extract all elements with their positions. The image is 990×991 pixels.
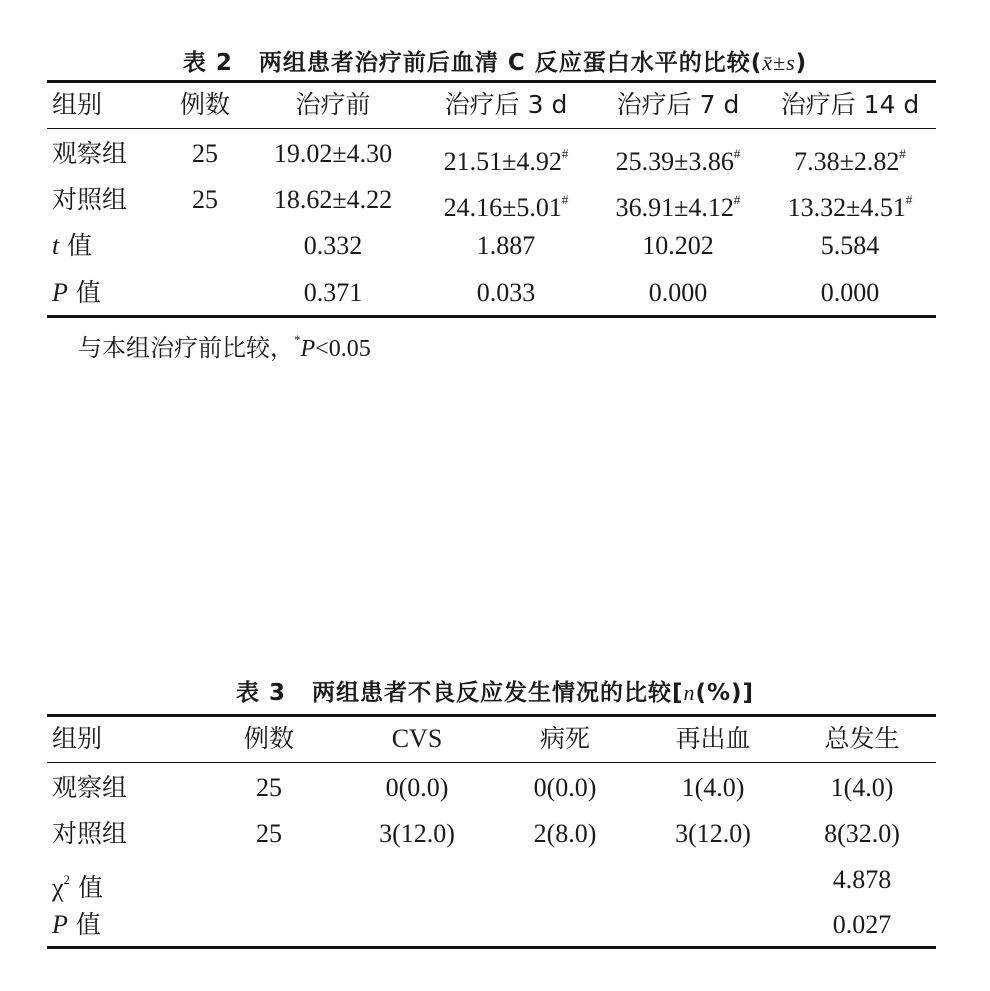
- table2-caption-text: 两组患者治疗前后血清 C 反应蛋白水平的比较: [258, 50, 751, 76]
- table3-caption-number: 表 3: [235, 680, 286, 706]
- table2-bottom-rule: [47, 315, 936, 318]
- table3-caption: 表 3 两组患者不良反应发生情况的比较[n(%)]: [235, 680, 755, 706]
- table3-bottom-rule: [47, 946, 936, 949]
- table-row-pre: 18.62±4.22: [273, 185, 393, 214]
- table3-header-death: 病死: [539, 724, 591, 753]
- table2-footnote: 与本组治疗前比较，*P<0.05: [78, 332, 371, 362]
- table2-header-d7: 治疗后 7 d: [616, 90, 740, 119]
- table-row-cvs: 3(12.0): [379, 819, 455, 848]
- table2-header-d3: 治疗后 3 d: [444, 90, 568, 119]
- table2-t-d7: 10.202: [642, 231, 714, 260]
- table-row-total: 8(32.0): [824, 819, 900, 848]
- table2-header-pre: 治疗前: [295, 90, 371, 119]
- table-row-pre: 19.02±4.30: [273, 139, 393, 168]
- table-row-n: 25: [256, 819, 282, 848]
- table2-caption-stat: x̄±s: [762, 50, 796, 75]
- table2-t-pre: 0.332: [303, 231, 363, 260]
- table3-header-group: 组别: [52, 724, 103, 753]
- table-row-d14: 13.32±4.51#: [787, 192, 913, 222]
- table3-top-rule: [47, 714, 936, 717]
- table2-p-d3: 0.033: [476, 278, 536, 307]
- table2-p-label: P 值: [52, 278, 101, 307]
- table3-chi-label: $\chi^2$ 值: [52, 872, 103, 902]
- table-row-group: 对照组: [52, 185, 128, 214]
- table2-caption: 表 2 两组患者治疗前后血清 C 反应蛋白水平的比较(x̄±s): [182, 50, 808, 76]
- table2-header-rule: [47, 128, 936, 129]
- table-row-d7: 36.91±4.12#: [615, 192, 741, 222]
- table3-header-total: 总发生: [824, 724, 900, 753]
- table2-t-label: t 值: [52, 231, 93, 260]
- table2-p-d7: 0.000: [648, 278, 708, 307]
- table3-header-n: 例数: [243, 724, 295, 753]
- table-row-d7: 25.39±3.86#: [615, 146, 741, 176]
- table-row-group: 对照组: [52, 819, 128, 848]
- table2-header-d14: 治疗后 14 d: [780, 90, 920, 119]
- table3-header-cvs: CVS: [391, 724, 443, 753]
- table-row-cvs: 0(0.0): [385, 773, 449, 802]
- table-row-d3: 21.51±4.92#: [443, 146, 569, 176]
- table2-header-n: 例数: [179, 90, 231, 119]
- table3-caption-stat: n: [683, 680, 696, 705]
- table3-header-rule: [47, 762, 936, 763]
- table-row-n: 25: [192, 139, 218, 168]
- table-row-d14: 7.38±2.82#: [794, 146, 906, 176]
- table3-p-label: P 值: [52, 910, 101, 939]
- table2-t-d14: 5.584: [820, 231, 880, 260]
- table2-p-d14: 0.000: [820, 278, 880, 307]
- table-row-death: 0(0.0): [533, 773, 597, 802]
- table-row-rebleed: 1(4.0): [681, 773, 745, 802]
- table-row-death: 2(8.0): [533, 819, 597, 848]
- table2-top-rule: [47, 80, 936, 83]
- table3-header-rebleed: 再出血: [675, 724, 751, 753]
- table3-chi-total: 4.878: [832, 865, 892, 894]
- table-row-group: 观察组: [52, 139, 128, 168]
- table-row-rebleed: 3(12.0): [675, 819, 751, 848]
- table3-p-total: 0.027: [832, 910, 892, 939]
- table-row-total: 1(4.0): [830, 773, 894, 802]
- table-row-n: 25: [192, 185, 218, 214]
- table2-p-pre: 0.371: [303, 278, 363, 307]
- table2-t-d3: 1.887: [476, 231, 536, 260]
- table2-caption-number: 表 2: [182, 50, 233, 76]
- table3-caption-text: 两组患者不良反应发生情况的比较: [311, 680, 672, 706]
- table-row-group: 观察组: [52, 773, 128, 802]
- table2-header-group: 组别: [52, 90, 103, 119]
- table-row-d3: 24.16±5.01#: [443, 192, 569, 222]
- table-row-n: 25: [256, 773, 282, 802]
